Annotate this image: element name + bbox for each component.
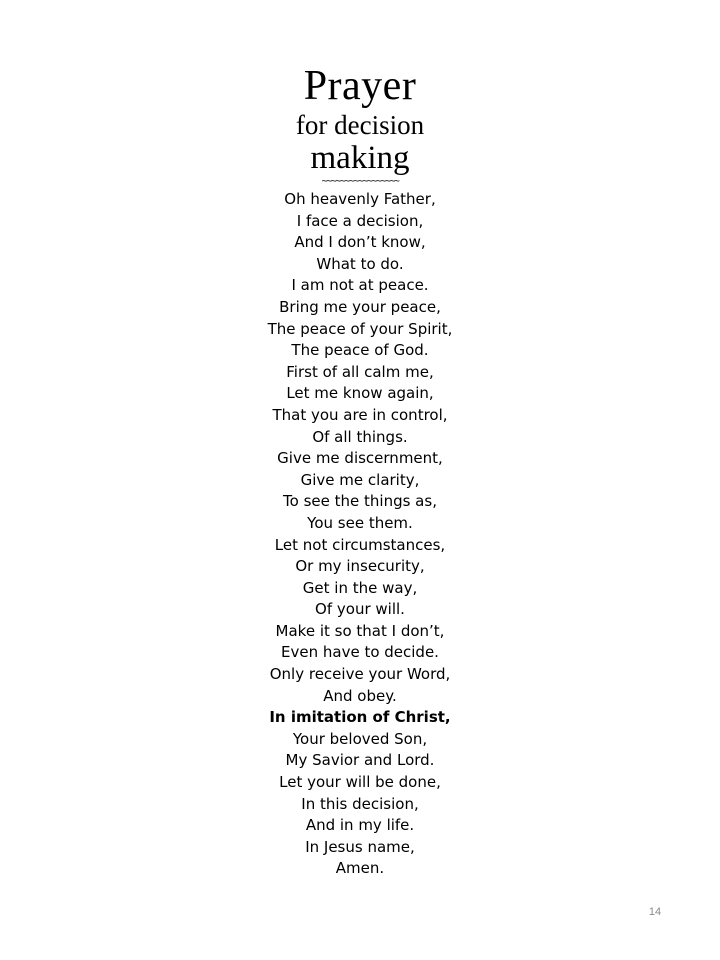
- prayer-line: In Jesus name,: [305, 837, 415, 856]
- prayer-line: Get in the way,: [302, 578, 418, 597]
- prayer-line: That you are in control,: [272, 405, 448, 424]
- prayer-text: [0, 189, 720, 880]
- prayer-line: In this decision,: [301, 794, 419, 813]
- prayer-line: I am not at peace.: [291, 276, 429, 295]
- prayer-line: Amen.: [335, 859, 385, 878]
- prayer-line: Let your will be done,: [279, 773, 441, 792]
- prayer-line: Or my insecurity,: [295, 557, 425, 576]
- prayer-line: Give me discernment,: [277, 449, 443, 468]
- prayer-line: I face a decision,: [296, 211, 424, 230]
- prayer-line: What to do.: [316, 254, 404, 273]
- prayer-line: Only receive your Word,: [269, 665, 451, 684]
- prayer-line: Of your will.: [315, 600, 405, 619]
- prayer-line: Make it so that I don’t,: [275, 621, 445, 640]
- tilde-divider: ~~~~~~~~~~~~~~~~~: [321, 176, 399, 187]
- page-number: 14: [648, 906, 662, 918]
- prayer-line: Oh heavenly Father,: [284, 190, 436, 208]
- prayer-line: Bring me your peace,: [279, 297, 441, 316]
- prayer-line: Let me know again,: [286, 384, 434, 403]
- page-title: Prayer: [303, 63, 417, 109]
- prayer-line: And I don’t know,: [294, 233, 426, 252]
- prayer-line: First of all calm me,: [286, 362, 434, 381]
- page-subtitle-line-1: for decision: [295, 110, 425, 140]
- prayer-line: The peace of your Spirit,: [267, 319, 453, 338]
- prayer-line: Let not circumstances,: [274, 535, 446, 554]
- prayer-line: Of all things.: [312, 427, 408, 446]
- prayer-line-emphasis: In imitation of Christ,: [269, 708, 451, 727]
- page-subtitle-line-2: making: [310, 140, 410, 176]
- prayer-line: You see them.: [307, 513, 413, 532]
- prayer-line: And obey.: [323, 686, 397, 705]
- prayer-line: Your beloved Son,: [292, 729, 428, 748]
- prayer-line: Even have to decide.: [281, 643, 439, 662]
- prayer-line: To see the things as,: [283, 492, 437, 511]
- prayer-line: The peace of God.: [291, 341, 429, 360]
- prayer-line: My Savior and Lord.: [285, 751, 435, 770]
- prayer-line: And in my life.: [305, 816, 415, 835]
- prayer-line: Give me clarity,: [300, 470, 420, 489]
